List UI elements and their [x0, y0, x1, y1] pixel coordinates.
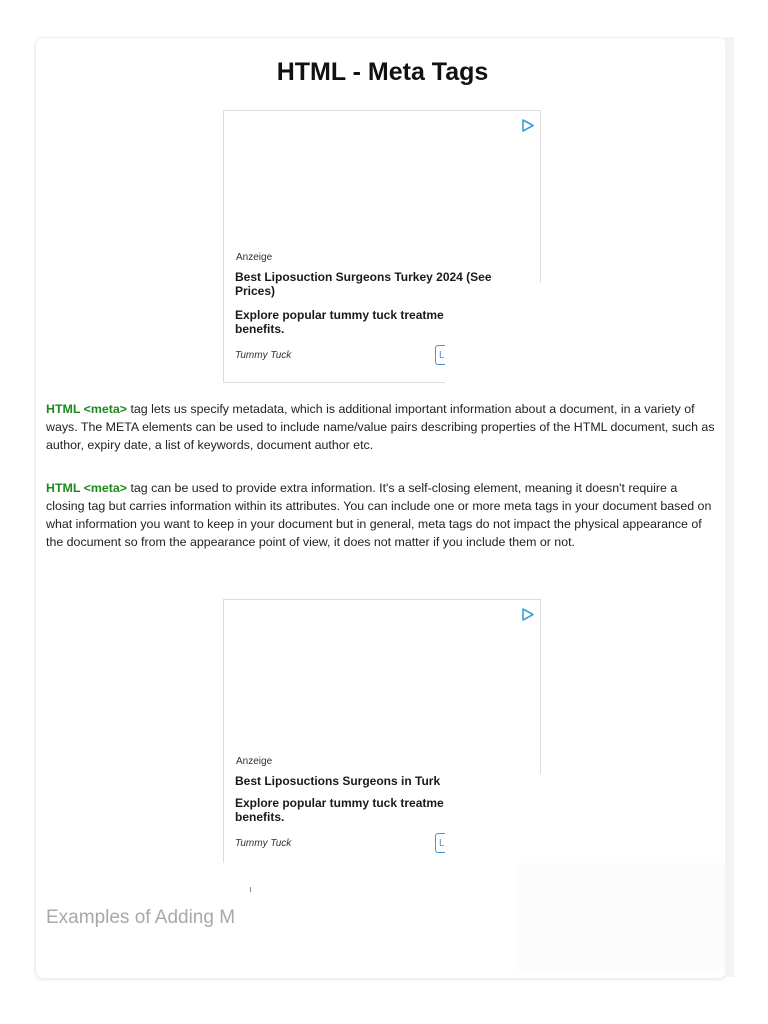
- keyword-highlight: HTML <meta>: [46, 402, 128, 416]
- paragraph-text: tag lets us specify metadata, which is additional important information about a document, in a variety of ways. The META elements can be used to include name/value pairs describing properties of the HTML document, such as author, expiry date, a list of keywords, document author etc.: [46, 402, 715, 452]
- ad-description-line: Explore popular tummy tuck treatme: [235, 308, 444, 322]
- ad-cta-button[interactable]: L: [435, 833, 445, 853]
- ad-label: Anzeige: [236, 252, 273, 263]
- ad-source: Tummy Tuck: [235, 838, 292, 849]
- ad-description: [235, 308, 445, 336]
- ad-banner[interactable]: [223, 110, 541, 361]
- ad-description-line: Explore popular tummy tuck treatme: [235, 796, 444, 810]
- paragraph-text: tag can be used to provide extra information. It's a self-closing element, meaning it doesn't require a closing tag but carries information within its attributes. You can include one or more meta tags in your document based on what information you want to keep in your document but in general, meta tags do not impact the physical appearance of the document so from the appearance point of view, it does not matter if you include them or not.: [46, 481, 712, 549]
- ad-headline-line: Prices): [235, 284, 276, 298]
- divider-mark: [250, 887, 251, 892]
- ad-description-line: benefits.: [235, 810, 285, 824]
- ad-description-line: benefits.: [235, 322, 285, 336]
- ad-headline-line: Best Liposuction Surgeons Turkey 2024 (See: [235, 270, 492, 284]
- overlay-panel-side: [517, 863, 725, 971]
- adchoices-play-icon[interactable]: [521, 608, 534, 621]
- ad-label: Anzeige: [236, 756, 273, 767]
- ad-source: Tummy Tuck: [235, 350, 292, 361]
- page-title: HTML - Meta Tags: [276, 58, 489, 86]
- ad-description: [235, 796, 445, 824]
- ad-cta-button[interactable]: L: [435, 345, 445, 365]
- intro-paragraph: [46, 400, 718, 454]
- keyword-highlight: HTML <meta>: [46, 481, 128, 495]
- ad-headline[interactable]: [235, 774, 445, 788]
- ad-headline[interactable]: [235, 270, 525, 298]
- adchoices-play-icon[interactable]: [521, 119, 534, 132]
- ad-headline-line: Best Liposuctions Surgeons in Turk: [235, 774, 441, 788]
- section-heading: Examples of Adding M: [46, 907, 236, 928]
- scrollbar-track[interactable]: [725, 37, 734, 977]
- description-paragraph: [46, 479, 718, 551]
- ad-banner[interactable]: [223, 599, 541, 849]
